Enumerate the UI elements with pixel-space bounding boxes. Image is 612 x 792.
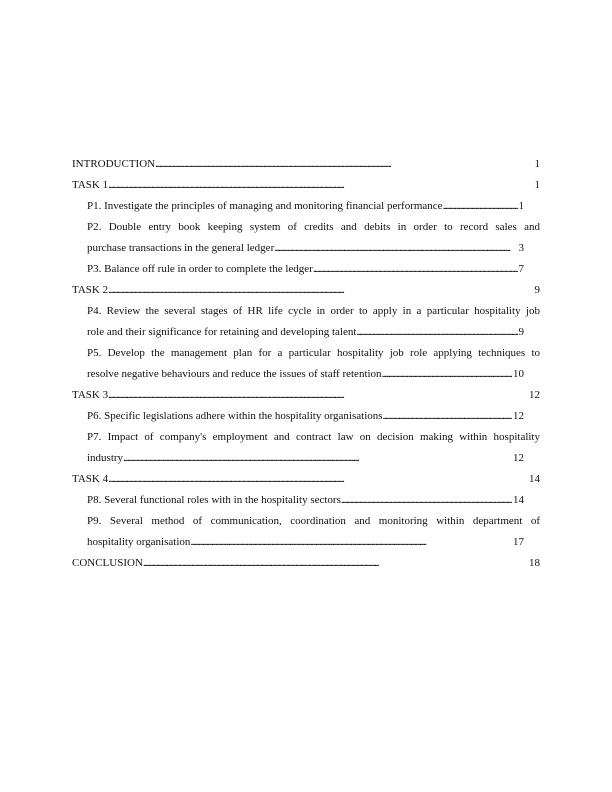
toc-entry-label: P1. Investigate the principles of managing and monitoring financial performance <box>87 200 443 212</box>
toc-page-number: 1 <box>534 179 540 191</box>
toc-entry-first-line: P7. Impact of company's employment and contract law on decision making within hospitality <box>87 431 540 443</box>
toc-page-number: 14 <box>529 473 540 485</box>
toc-entry-first-line: P9. Several method of communication, coordination and monitoring within department of <box>87 515 540 527</box>
dot-leader <box>313 259 518 280</box>
toc-entry-label: purchase transactions in the general ledger <box>87 242 275 254</box>
toc-page-number: 1 <box>518 200 524 212</box>
toc-entry-task-3[interactable] <box>72 385 540 406</box>
toc-entry-p8[interactable] <box>72 490 540 511</box>
toc-entry-p7[interactable] <box>72 427 540 469</box>
dot-leader <box>123 448 512 469</box>
dot-leader <box>108 175 533 196</box>
toc-entry-introduction[interactable] <box>72 154 540 175</box>
toc-page-number: 9 <box>518 326 524 338</box>
toc-entry-task-4[interactable] <box>72 469 540 490</box>
toc-entry-p5[interactable] <box>72 343 540 385</box>
toc-entry-task-2[interactable] <box>72 280 540 301</box>
toc-entry-label: P6. Specific legislations adhere within the hospitality organisations <box>87 410 383 422</box>
toc-entry-label: TASK 3 <box>72 389 109 401</box>
toc-entry-conclusion[interactable] <box>72 553 540 574</box>
toc-entry-first-line: P2. Double entry book keeping system of credits and debits in order to record sales and <box>87 221 540 233</box>
toc-entry-label: role and their significance for retaining and developing talent <box>87 326 357 338</box>
toc-entry-p1[interactable] <box>72 196 540 217</box>
toc-page-number: 12 <box>513 410 524 422</box>
table-of-contents <box>72 154 540 574</box>
dot-leader <box>108 280 533 301</box>
toc-entry-p3[interactable] <box>72 259 540 280</box>
toc-entry-first-line: P5. Develop the management plan for a particular hospitality job role applying techniques to <box>87 347 540 359</box>
toc-page-number: 10 <box>513 368 524 380</box>
dot-leader <box>190 532 512 553</box>
toc-entry-task-1[interactable] <box>72 175 540 196</box>
toc-page-number: 9 <box>534 284 540 296</box>
toc-page-number: 12 <box>529 389 540 401</box>
dot-leader <box>274 238 517 259</box>
toc-entry-p4[interactable] <box>72 301 540 343</box>
toc-entry-label: resolve negative behaviours and reduce the issues of staff retention <box>87 368 382 380</box>
dot-leader <box>341 490 512 511</box>
dot-leader <box>155 154 533 175</box>
toc-entry-label: TASK 4 <box>72 473 109 485</box>
toc-page-number: 18 <box>529 557 540 569</box>
toc-entry-label: CONCLUSION <box>72 557 143 569</box>
toc-entry-label: industry <box>87 452 124 464</box>
toc-entry-first-line: P4. Review the several stages of HR life cycle in order to apply in a particular hospitality job <box>87 305 540 317</box>
toc-entry-label: TASK 2 <box>72 284 109 296</box>
dot-leader <box>108 385 528 406</box>
toc-entry-p6[interactable] <box>72 406 540 427</box>
toc-page-number: 7 <box>518 263 524 275</box>
toc-entry-p2[interactable] <box>72 217 540 259</box>
toc-entry-label: TASK 1 <box>72 179 109 191</box>
toc-page-number: 1 <box>534 158 540 170</box>
dot-leader <box>383 406 512 427</box>
dot-leader <box>356 322 517 343</box>
toc-entry-label: P3. Balance off rule in order to complete the ledger <box>87 263 313 275</box>
toc-entry-label: hospitality organisation <box>87 536 191 548</box>
toc-page-number: 3 <box>518 242 524 254</box>
dot-leader <box>443 196 518 217</box>
toc-entry-p9[interactable] <box>72 511 540 553</box>
dot-leader <box>382 364 512 385</box>
toc-entry-label: P8. Several functional roles with in the hospitality sectors <box>87 494 341 506</box>
toc-page-number: 12 <box>513 452 524 464</box>
toc-page-number: 17 <box>513 536 524 548</box>
dot-leader <box>143 553 528 574</box>
toc-page-number: 14 <box>513 494 524 506</box>
toc-entry-label: INTRODUCTION <box>72 158 156 170</box>
dot-leader <box>108 469 528 490</box>
